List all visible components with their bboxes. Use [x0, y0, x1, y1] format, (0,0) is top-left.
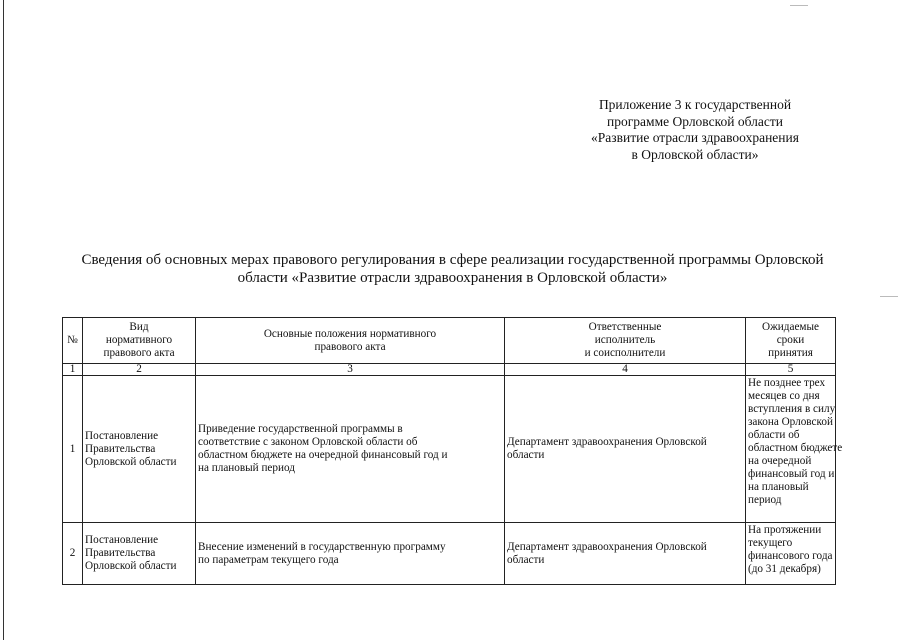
table-header-row: [63, 318, 836, 364]
terms-cell: На протяжении текущего финансового года (до 31 декабря): [746, 523, 836, 585]
provisions-cell: Внесение изменений в государственную программу по параметрам текущего года: [196, 523, 505, 585]
executors-cell: Департамент здравоохранения Орловской области: [505, 523, 746, 585]
page-left-edge-line: [3, 0, 4, 640]
header-executors: Ответственные исполнитель и соисполнители: [505, 318, 746, 364]
table-row: [63, 523, 836, 585]
column-number: 3: [196, 364, 505, 376]
header-act-type: Вид нормативного правового акта: [83, 318, 196, 364]
provisions-cell: Приведение государственной программы в соответствие с законом Орловской области об областном бюджете на очередной финансовый год и на плановый период: [196, 376, 505, 523]
scan-mark: [790, 5, 808, 6]
row-number: 1: [63, 376, 83, 523]
header-terms: Ожидаемые сроки принятия: [746, 318, 836, 364]
column-number: 4: [505, 364, 746, 376]
act-type-cell: Постановление Правительства Орловской области: [83, 376, 196, 523]
table-row: [63, 376, 836, 523]
appendix-note: [560, 97, 830, 163]
title-line: Сведения об основных мерах правового регулирования в сфере реализации государственной программы Орловской: [81, 252, 824, 268]
header-provisions: Основные положения нормативного правового акта: [196, 318, 505, 364]
column-number: 5: [746, 364, 836, 376]
document-title: [60, 251, 845, 287]
header-no: №: [63, 318, 83, 364]
appendix-line: в Орловской области»: [631, 146, 759, 162]
column-number: 1: [63, 364, 83, 376]
scan-mark: [880, 296, 898, 297]
appendix-line: «Развитие отрасли здравоохранения: [591, 130, 799, 145]
title-line: области «Развитие отрасли здравоохранения в Орловской области»: [237, 270, 668, 286]
column-number-row: [63, 364, 836, 376]
appendix-line: программе Орловской области: [607, 113, 783, 129]
act-type-cell: Постановление Правительства Орловской области: [83, 523, 196, 585]
column-number: 2: [83, 364, 196, 376]
terms-cell: Не позднее трех месяцев со дня вступления в силу закона Орловской области об областном бюджете на очередной финансовый год и на плановый период: [746, 376, 836, 523]
measures-table: [62, 317, 843, 585]
row-number: 2: [63, 523, 83, 585]
appendix-line: Приложение 3 к государственной: [598, 97, 792, 112]
executors-cell: Департамент здравоохранения Орловской области: [505, 376, 746, 523]
